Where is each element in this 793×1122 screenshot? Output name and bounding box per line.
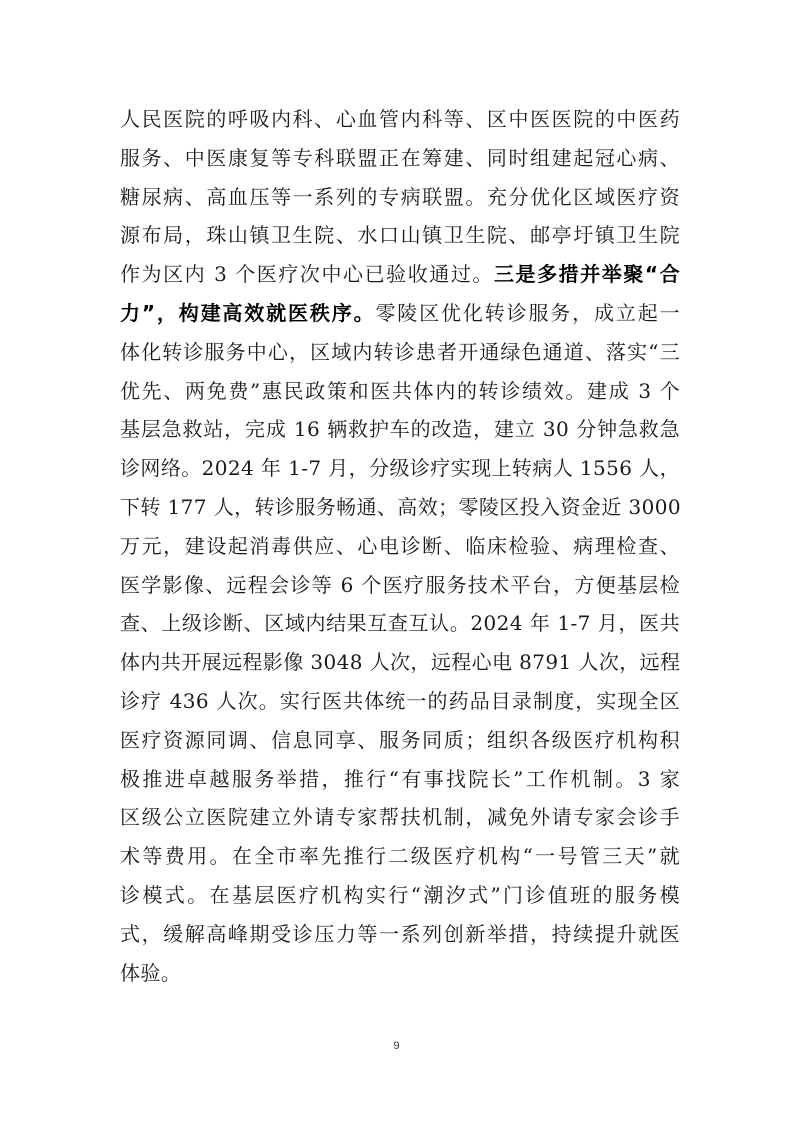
paragraph-line: 体验。 [120, 960, 182, 985]
paragraph-line: 诊疗 436 人次。实行医共体统一的药品目录制度，实现全区 [120, 688, 680, 713]
paragraph-line: 体内共开展远程影像 3048 人次，远程心电 8791 人次，远程 [120, 650, 681, 675]
paragraph-line: 源布局，珠山镇卫生院、水口山镇卫生院、邮亭圩镇卫生院 [120, 223, 680, 248]
paragraph-line [120, 294, 680, 333]
paragraph-line: 诊网络。2024 年 1-7 月，分级诊疗实现上转病人 1556 人， [120, 456, 680, 481]
paragraph-line: 区级公立医院建立外请专家帮扶机制，减免外请专家会诊手 [120, 805, 680, 830]
bold-heading-text: 三是多措并举聚“合 [493, 262, 680, 287]
paragraph-line: 医疗资源同调、信息同享、服务同质；组织各级医疗机构积 [120, 727, 680, 752]
bold-heading-text: 力”，构建高效就医秩序。 [120, 300, 376, 325]
paragraph-line: 式，缓解高峰期受诊压力等一系列创新举措，持续提升就医 [120, 921, 680, 946]
paragraph-line: 下转 177 人，转诊服务畅通、高效；零陵区投入资金近 3000 [120, 494, 681, 519]
paragraph-line: 优先、两免费”惠民政策和医共体内的转诊绩效。建成 3 个 [120, 378, 680, 403]
line-text: 作为区内 3 个医疗次中心已验收通过。 [120, 262, 494, 287]
page-number: 9 [393, 1040, 400, 1052]
paragraph-line: 体化转诊服务中心，区域内转诊患者开通绿色通道、落实“三 [120, 339, 680, 364]
paragraph-line: 基层急救站，完成 16 辆救护车的改造，建立 30 分钟急救急 [120, 417, 680, 442]
paragraph-line: 人民医院的呼吸内科、心血管内科等、区中医医院的中医药 [120, 107, 680, 131]
paragraph-line: 服务、中医康复等专科联盟正在筹建、同时组建起冠心病、 [120, 145, 680, 170]
paragraph-line: 查、上级诊断、区域内结果互查互认。2024 年 1-7 月，医共 [120, 611, 680, 636]
paragraph-line: 极推进卓越服务举措，推行“有事找院长”工作机制。3 家 [120, 766, 680, 791]
line-text: 零陵区优化转诊服务，成立起一 [375, 300, 680, 325]
paragraph-line: 诊模式。在基层医疗机构实行“潮汐式”门诊值班的服务模 [120, 882, 680, 907]
paragraph-line [120, 255, 680, 294]
paragraph-line: 术等费用。在全市率先推行二级医疗机构“一号管三天”就 [120, 844, 680, 869]
paragraph-line: 万元，建设起消毒供应、心电诊断、临床检验、病理检查、 [120, 533, 680, 558]
body-paragraph [120, 100, 680, 992]
paragraph-line: 医学影像、远程会诊等 6 个医疗服务技术平台，方便基层检 [120, 572, 680, 597]
paragraph-line: 糖尿病、高血压等一系列的专病联盟。充分优化区域医疗资 [120, 184, 680, 209]
